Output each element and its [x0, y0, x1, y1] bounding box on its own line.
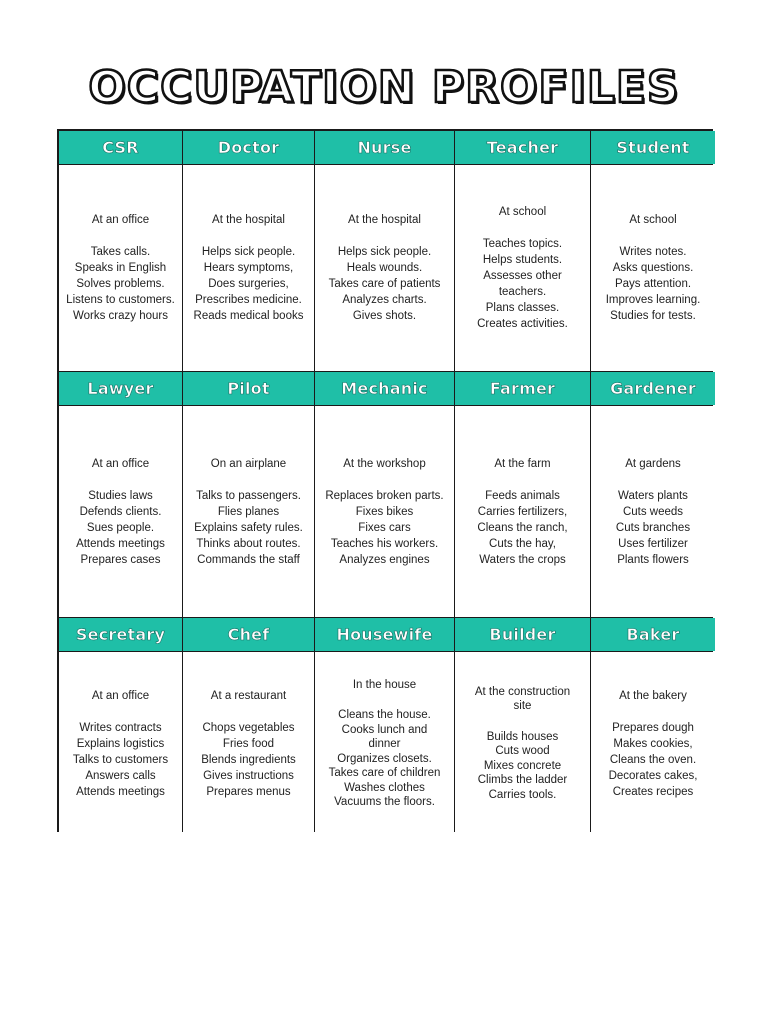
task-text: Chops vegetables [202, 721, 295, 734]
task-text: Takes care of children [328, 767, 441, 779]
task-text: Hears symptoms, [203, 262, 294, 274]
location-text: At school [629, 214, 677, 226]
header-cell [183, 372, 314, 405]
profile-cell [315, 406, 454, 617]
occupation-name: Chef [227, 625, 270, 644]
task-text: Solves problems. [76, 278, 165, 290]
task-text: Takes calls. [90, 246, 151, 258]
task-text: Commands the staff [197, 553, 300, 566]
header-cell [59, 618, 182, 651]
task-text: Defends clients. [79, 505, 162, 518]
location-text: At the hospital [348, 214, 421, 226]
task-text: Speaks in English [74, 262, 167, 274]
occupation-table [57, 129, 713, 832]
task-text: Waters the crops [479, 553, 566, 566]
task-text: Talks to passengers. [196, 489, 301, 502]
task-text: Climbs the ladder [477, 774, 568, 787]
task-text: Plans classes. [485, 302, 560, 314]
task-text: Writes notes. [619, 246, 687, 258]
task-text: Cleans the oven. [609, 753, 697, 766]
task-text: Creates recipes [612, 785, 694, 798]
task-text: Teaches topics. [482, 238, 563, 250]
occupation-name: Secretary [75, 625, 166, 644]
task-text: Creates activities. [477, 318, 568, 330]
header-cell [315, 131, 454, 164]
header-cell [59, 372, 182, 405]
task-text: Cleans the ranch, [477, 521, 568, 534]
task-text: Writes contracts [79, 721, 162, 734]
task-text: Teaches his workers. [330, 537, 439, 550]
profile-cell [315, 165, 454, 371]
task-text: Attends meetings [76, 785, 165, 798]
location-text: In the house [352, 678, 417, 691]
location-text: At the workshop [343, 457, 426, 470]
occupation-name: Housewife [336, 625, 433, 644]
task-text: Improves learning. [605, 294, 701, 306]
occupation-name: Mechanic [341, 379, 428, 398]
header-cell [591, 372, 715, 405]
profile-cell [455, 165, 590, 371]
task-text: Fries food [222, 737, 275, 750]
location-text: At a restaurant [210, 689, 287, 702]
task-text: Helps sick people. [337, 246, 432, 258]
profile-cell [455, 406, 590, 617]
location-text: At an office [91, 689, 150, 702]
task-text: Thinks about routes. [196, 537, 301, 550]
header-cell [183, 618, 314, 651]
occupation-name: Builder [489, 625, 556, 644]
task-text: Helps sick people. [201, 246, 296, 258]
location-text: At the farm [494, 457, 551, 470]
profile-cell [455, 652, 590, 835]
task-text: Assesses other teachers. [483, 270, 562, 298]
occupation-name: Student [616, 138, 690, 157]
profile-cell [59, 652, 182, 835]
task-text: Explains safety rules. [194, 521, 303, 534]
location-text: At gardens [625, 457, 681, 470]
task-text: Asks questions. [612, 262, 694, 274]
task-text: Gives shots. [352, 310, 417, 322]
header-cell [591, 131, 715, 164]
task-text: Carries tools. [488, 788, 557, 801]
task-text: Waters plants [618, 489, 688, 502]
task-text: Works crazy hours [72, 310, 168, 322]
location-text: At an office [91, 457, 150, 470]
task-text: Takes care of patients [328, 278, 441, 290]
task-text: Heals wounds. [346, 262, 423, 274]
occupation-name: Baker [626, 625, 680, 644]
task-text: Flies planes [217, 505, 280, 518]
task-text: Helps students. [482, 254, 563, 266]
task-text: Uses fertilizer [618, 537, 688, 550]
task-text: Cuts the hay, [489, 537, 556, 550]
header-cell [455, 131, 590, 164]
task-text: Cuts branches [615, 521, 691, 534]
occupation-name: Teacher [486, 138, 559, 157]
location-text: At school [498, 206, 547, 218]
header-cell [455, 618, 590, 651]
task-text: Sues people. [86, 521, 155, 534]
occupation-name: Farmer [489, 379, 556, 398]
occupation-name: Nurse [357, 138, 412, 157]
task-text: Explains logistics [76, 737, 165, 750]
profile-cell [315, 652, 454, 835]
task-text: Talks to customers [72, 753, 169, 766]
task-text: Fixes cars [358, 521, 411, 534]
header-cell [59, 131, 182, 164]
task-text: Decorates cakes, [608, 769, 698, 782]
task-text: Cleans the house. [338, 709, 431, 721]
task-text: Prescribes medicine. [195, 294, 302, 306]
task-text: Prepares dough [612, 721, 694, 734]
profile-cell [591, 406, 715, 617]
task-text: Cuts weeds [622, 505, 684, 518]
task-text: Replaces broken parts. [325, 489, 444, 502]
task-text: Mixes concrete [483, 759, 562, 772]
occupation-name: Lawyer [87, 379, 154, 398]
profile-cell [183, 406, 314, 617]
profile-cell [59, 406, 182, 617]
location-text: At the hospital [212, 214, 285, 226]
occupation-name: CSR [102, 138, 139, 157]
task-text: Analyzes charts. [342, 294, 427, 306]
profile-cell [591, 652, 715, 835]
task-text: Feeds animals [485, 489, 560, 502]
task-text: Studies laws [88, 489, 153, 502]
task-text: Reads medical books [193, 310, 304, 322]
task-text: Prepares cases [80, 553, 161, 566]
task-text: Cooks lunch and dinner [341, 723, 428, 750]
task-text: Washes clothes [344, 781, 425, 794]
location-text: At the bakery [619, 689, 687, 702]
location-text: On an airplane [210, 457, 287, 470]
occupation-name: Gardener [610, 379, 696, 398]
task-text: Prepares menus [206, 785, 291, 798]
task-text: Fixes bikes [355, 505, 414, 518]
task-text: Blends ingredients [201, 753, 296, 766]
task-text: Plants flowers [617, 553, 689, 566]
task-text: Answers calls [85, 769, 156, 782]
task-text: Builds houses [486, 730, 559, 743]
profile-cell [59, 165, 182, 371]
profile-cell [183, 652, 314, 835]
page-title: OCCUPATION PROFILES [88, 62, 680, 113]
task-text: Studies for tests. [610, 310, 696, 322]
task-text: Attends meetings [76, 537, 165, 550]
task-text: Carries fertilizers, [477, 505, 568, 518]
header-cell [591, 618, 715, 651]
profile-cell [591, 165, 715, 371]
task-text: Makes cookies, [613, 737, 693, 750]
location-text: At the construction site [474, 685, 571, 713]
task-text: Listens to customers. [66, 294, 175, 306]
task-text: Analyzes engines [339, 553, 430, 566]
task-text: Pays attention. [614, 278, 692, 290]
occupation-name: Pilot [227, 379, 270, 398]
task-text: Organizes closets. [337, 752, 432, 765]
header-cell [315, 618, 454, 651]
task-text: Cuts wood [495, 745, 550, 758]
occupation-name: Doctor [217, 138, 280, 157]
task-text: Does surgeries, [208, 278, 289, 290]
location-text: At an office [91, 214, 150, 226]
header-cell [455, 372, 590, 405]
task-text: Vacuums the floors. [334, 796, 435, 808]
profile-cell [183, 165, 314, 371]
header-cell [183, 131, 314, 164]
task-text: Gives instructions [203, 769, 294, 782]
header-cell [315, 372, 454, 405]
